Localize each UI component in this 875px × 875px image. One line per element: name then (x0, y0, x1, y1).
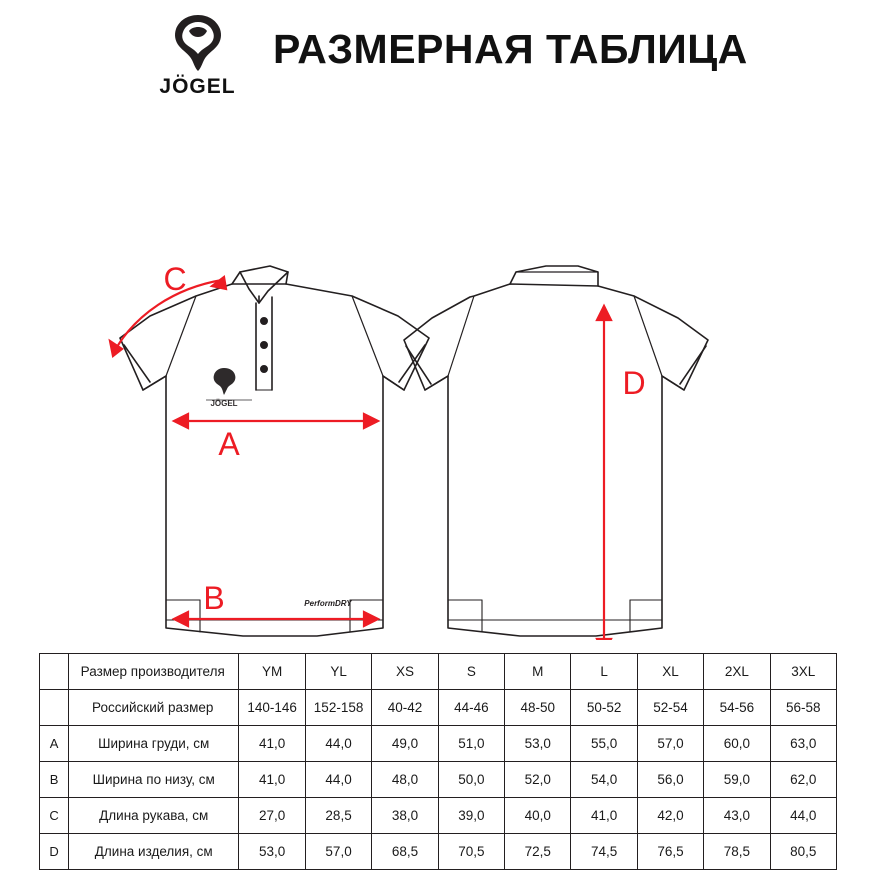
value-cell: 78,5 (704, 834, 770, 870)
value-cell: 53,0 (505, 726, 571, 762)
hem-brand-text: PerformDRY (304, 599, 352, 608)
size-table-container (39, 653, 837, 870)
size-cell: L (571, 654, 637, 690)
size-cell: S (438, 654, 504, 690)
value-cell: 50,0 (438, 762, 504, 798)
value-cell: 74,5 (571, 834, 637, 870)
value-cell: 44,0 (305, 762, 371, 798)
value-cell: 38,0 (372, 798, 438, 834)
chest-logo-text: JÖGEL (210, 399, 238, 408)
table-row (40, 726, 837, 762)
russian-size-cell: 44-46 (438, 690, 504, 726)
empty-cell-2 (40, 690, 69, 726)
table-row (40, 834, 837, 870)
russian-size-cell: 140-146 (239, 690, 305, 726)
row-param: Ширина груди, см (69, 726, 239, 762)
size-cell: YL (305, 654, 371, 690)
row-letter: C (40, 798, 69, 834)
value-cell: 44,0 (305, 726, 371, 762)
value-cell: 40,0 (505, 798, 571, 834)
value-cell: 41,0 (571, 798, 637, 834)
table-row (40, 762, 837, 798)
garment-diagram-svg (0, 100, 875, 640)
russian-size-cell: 152-158 (305, 690, 371, 726)
size-table-body (40, 654, 837, 870)
value-cell: 70,5 (438, 834, 504, 870)
row-param: Длина рукава, см (69, 798, 239, 834)
value-cell: 72,5 (505, 834, 571, 870)
label-c: C (163, 261, 187, 297)
value-cell: 41,0 (239, 762, 305, 798)
value-cell: 51,0 (438, 726, 504, 762)
value-cell: 42,0 (637, 798, 703, 834)
value-cell: 28,5 (305, 798, 371, 834)
jogel-bull-icon (159, 11, 237, 73)
row-letter: D (40, 834, 69, 870)
page-header (0, 0, 875, 100)
measure-d (597, 306, 611, 640)
row-header-russian-size: Российский размер (69, 690, 239, 726)
back-view (404, 266, 708, 636)
russian-size-cell: 56-58 (770, 690, 836, 726)
russian-size-cell: 50-52 (571, 690, 637, 726)
size-cell: M (505, 654, 571, 690)
label-d: D (622, 365, 646, 401)
row-header-manufacturer-size: Размер производителя (69, 654, 239, 690)
value-cell: 41,0 (239, 726, 305, 762)
page-title: РАЗМЕРНАЯ ТАБЛИЦА (273, 25, 748, 72)
row-param: Длина изделия, см (69, 834, 239, 870)
value-cell: 57,0 (637, 726, 703, 762)
table-row-russian (40, 690, 837, 726)
value-cell: 48,0 (372, 762, 438, 798)
value-cell: 80,5 (770, 834, 836, 870)
russian-size-cell: 48-50 (505, 690, 571, 726)
front-view (120, 266, 429, 636)
value-cell: 53,0 (239, 834, 305, 870)
brand-wordmark: JÖGEL (159, 75, 236, 98)
chest-logo (206, 368, 252, 408)
value-cell: 27,0 (239, 798, 305, 834)
value-cell: 56,0 (637, 762, 703, 798)
row-letter: B (40, 762, 69, 798)
value-cell: 52,0 (505, 762, 571, 798)
label-a: A (218, 426, 240, 462)
russian-size-cell: 40-42 (372, 690, 438, 726)
table-row-manufacturer (40, 654, 837, 690)
value-cell: 60,0 (704, 726, 770, 762)
size-cell: 2XL (704, 654, 770, 690)
row-letter: A (40, 726, 69, 762)
size-cell: YM (239, 654, 305, 690)
empty-cell-1 (40, 654, 69, 690)
size-cell: XS (372, 654, 438, 690)
garment-diagram (0, 100, 875, 640)
value-cell: 39,0 (438, 798, 504, 834)
size-table (39, 653, 837, 870)
value-cell: 63,0 (770, 726, 836, 762)
value-cell: 76,5 (637, 834, 703, 870)
row-param: Ширина по низу, см (69, 762, 239, 798)
value-cell: 54,0 (571, 762, 637, 798)
measure-a (174, 414, 378, 428)
russian-size-cell: 54-56 (704, 690, 770, 726)
value-cell: 62,0 (770, 762, 836, 798)
size-cell: 3XL (770, 654, 836, 690)
russian-size-cell: 52-54 (637, 690, 703, 726)
value-cell: 59,0 (704, 762, 770, 798)
table-row (40, 798, 837, 834)
label-b: B (203, 580, 225, 616)
value-cell: 44,0 (770, 798, 836, 834)
value-cell: 57,0 (305, 834, 371, 870)
size-cell: XL (637, 654, 703, 690)
value-cell: 55,0 (571, 726, 637, 762)
value-cell: 43,0 (704, 798, 770, 834)
value-cell: 68,5 (372, 834, 438, 870)
brand-logo (150, 11, 245, 99)
value-cell: 49,0 (372, 726, 438, 762)
